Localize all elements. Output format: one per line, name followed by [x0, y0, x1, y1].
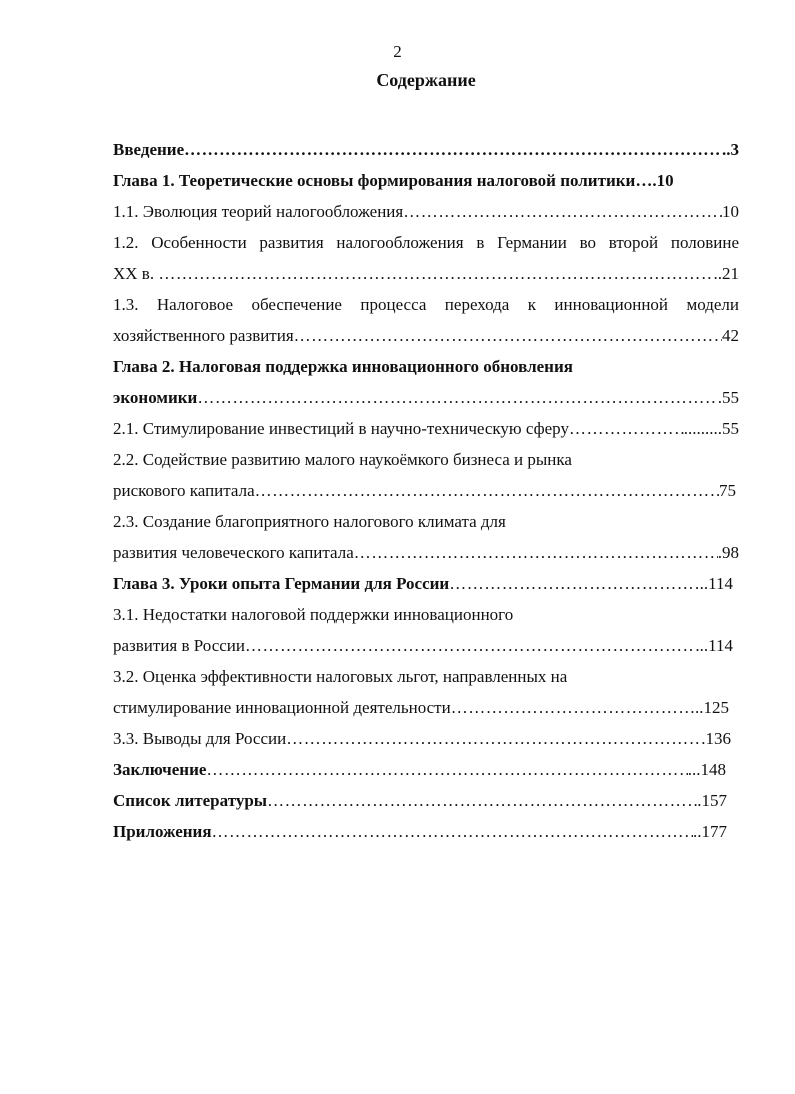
leader-dots [158, 258, 713, 289]
leader-dots [449, 568, 699, 599]
toc-entry-chapter-2-line-2 [113, 382, 739, 413]
toc-entry-chapter-1 [113, 165, 739, 196]
toc-entry-text: стимулирование инновационной деятельности [113, 698, 451, 717]
leader-dots [206, 754, 687, 785]
toc-entry-section-3-3 [113, 723, 731, 754]
toc-entry-text: Введение [113, 140, 185, 159]
leader-dots [286, 723, 701, 754]
toc-entry-text: 1.2. Особенности развития налогообложения в Германии во второй половине [113, 233, 739, 252]
leader-dots [294, 320, 722, 351]
leader-dots [403, 196, 722, 227]
toc-entry-page: .........55 [683, 419, 739, 438]
toc-entry-text: Глава 2. Налоговая поддержка инновационного обновления [113, 357, 573, 376]
toc-entry-page: ..114 [699, 574, 733, 593]
toc-entry-page: .98 [717, 543, 739, 562]
leader-dots [569, 413, 684, 444]
toc-entry-page: 75 [719, 481, 736, 500]
toc-entry-page: ...148 [687, 760, 726, 779]
toc-entry-section-2-2-line-1 [113, 444, 739, 475]
table-of-contents [113, 134, 739, 847]
toc-entry-section-1-3-line-2 [113, 320, 739, 351]
toc-entry-text: развития в России [113, 636, 245, 655]
toc-entry-page: .157 [697, 791, 727, 810]
toc-entry-text: 2.3. Создание благоприятного налогового климата для [113, 512, 506, 531]
leader-dots [212, 816, 693, 847]
toc-entry-page: ...114 [695, 636, 733, 655]
toc-entry-chapter-3 [113, 568, 733, 599]
toc-entry-text: 3.1. Недостатки налоговой поддержки инновационного [113, 605, 514, 624]
toc-entry-text: XX в. [113, 264, 159, 283]
toc-entry-page: .136 [701, 729, 731, 748]
toc-entry-text: хозяйственного развития [113, 326, 294, 345]
page-number: 2 [393, 42, 402, 61]
toc-entry-text: 2.1. Стимулирование инвестиций в научно-техническую сферу [113, 419, 569, 438]
toc-entry-page: .55 [717, 388, 739, 407]
leader-dots [451, 692, 695, 723]
toc-entry-text: Приложения [113, 822, 212, 841]
toc-entry-appendices [113, 816, 727, 847]
toc-entry-text: 3.2. Оценка эффективности налоговых льгот, направленных на [113, 667, 568, 686]
leader-dots [354, 537, 718, 568]
toc-entry-section-2-3-line-1 [113, 506, 739, 537]
toc-entry-text: Глава 3. Уроки опыта Германии для России [113, 574, 450, 593]
toc-entry-page: ….10 [635, 171, 674, 190]
leader-dots [267, 785, 697, 816]
toc-entry-text: 1.3. Налоговое обеспечение процесса перехода к инновационной модели [113, 295, 739, 314]
toc-entry-references [113, 785, 727, 816]
toc-entry-page: ..125 [695, 698, 729, 717]
toc-entry-text: 1.1. Эволюция теорий налогообложения [113, 202, 404, 221]
toc-entry-introduction [113, 134, 739, 165]
toc-entry-section-1-3-line-1 [113, 289, 739, 320]
toc-entry-page: ..21 [713, 264, 739, 283]
toc-entry-text: 2.2. Содействие развитию малого наукоёмкого бизнеса и рынка [113, 450, 572, 469]
toc-entry-text: Заключение [113, 760, 207, 779]
toc-entry-text: рискового капитала [113, 481, 255, 500]
leader-dots [255, 475, 719, 506]
toc-entry-section-1-1 [113, 196, 739, 227]
toc-entry-section-2-1 [113, 413, 739, 444]
toc-entry-section-2-2-line-2 [113, 475, 736, 506]
toc-entry-conclusion [113, 754, 726, 785]
toc-entry-section-1-2-line-1 [113, 227, 739, 258]
leader-dots [197, 382, 717, 413]
toc-entry-section-3-2-line-2 [113, 692, 729, 723]
toc-entry-text: Список литературы [113, 791, 268, 810]
toc-entry-section-2-3-line-2 [113, 537, 739, 568]
toc-entry-section-3-2-line-1 [113, 661, 739, 692]
toc-entry-chapter-2-line-1 [113, 351, 739, 382]
toc-entry-section-3-1-line-2 [113, 630, 733, 661]
toc-entry-text: Глава 1. Теоретические основы формирования налоговой политики [113, 171, 636, 190]
toc-entry-text: 3.3. Выводы для России [113, 729, 287, 748]
toc-entry-text: экономики [113, 388, 198, 407]
toc-entry-page: 42 [722, 326, 739, 345]
leader-dots [184, 134, 722, 165]
toc-entry-text: развития человеческого капитала [113, 543, 354, 562]
toc-entry-section-1-2-line-2 [113, 258, 739, 289]
toc-entry-page: 10 [722, 202, 739, 221]
toc-entry-page: ..3 [722, 140, 739, 159]
toc-entry-page: ..177 [693, 822, 727, 841]
leader-dots [245, 630, 695, 661]
toc-entry-section-3-1-line-1 [113, 599, 739, 630]
page-title: Содержание [376, 70, 476, 90]
